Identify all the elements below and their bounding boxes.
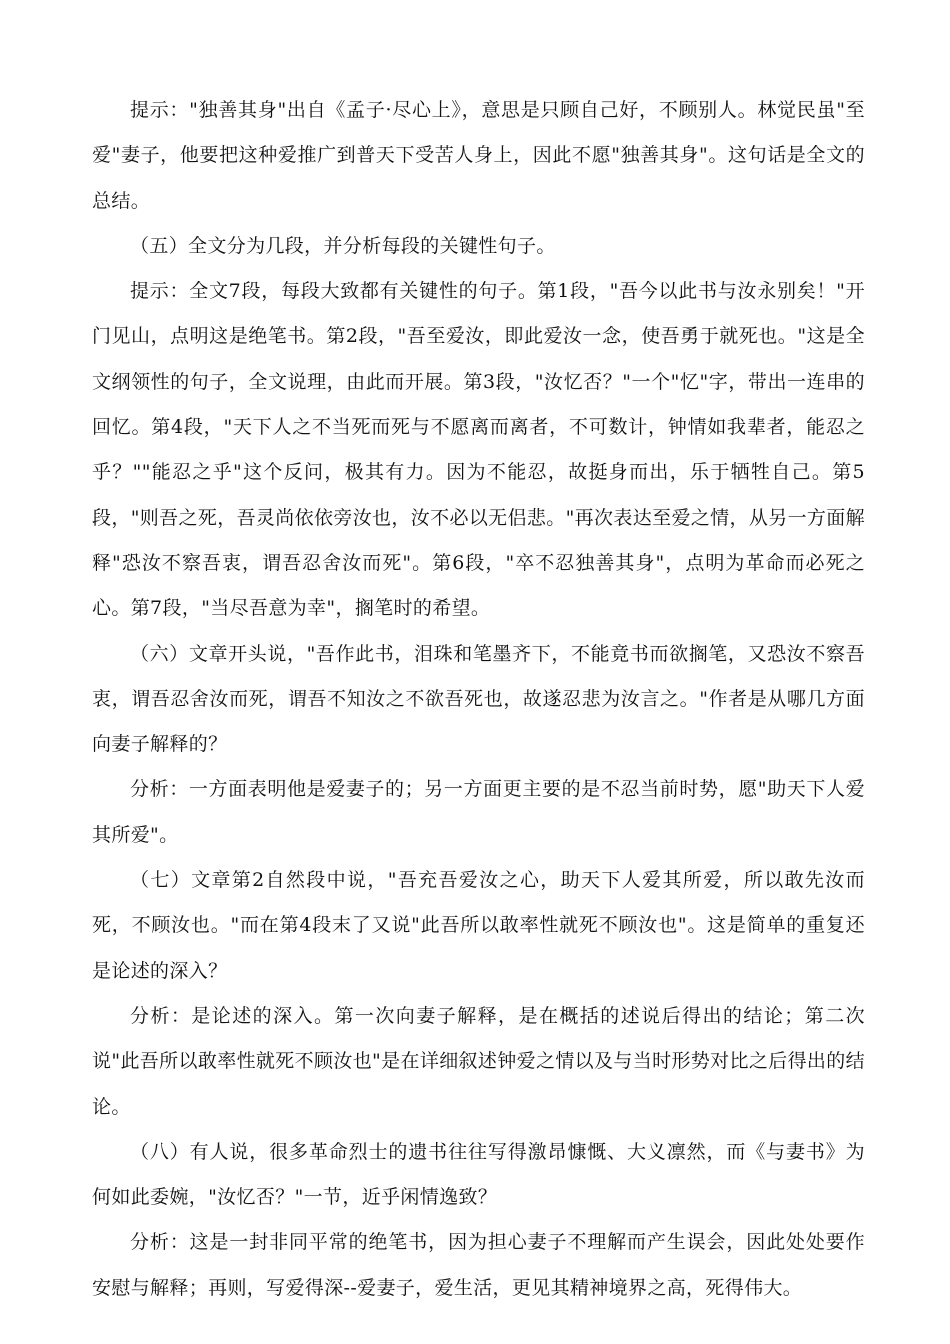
analysis-six: 分析：一方面表明他是爱妻子的；另一方面更主要的是不忍当前时势，愿"助天下人爱其所爱"。 [92, 778, 865, 846]
paragraph-tip-dushan: 提示："独善其身"出自《孟子·尽心上》，意思是只顾自己好，不顾别人。林觉民虽"至爱"妻子，他要把这种爱推广到普天下受苦人身上，因此不愿"独善其身"。这句话是全文的总结。 [92, 99, 865, 212]
document-page [92, 88, 865, 1311]
analysis-eight: 分析：这是一封非同平常的绝笔书，因为担心妻子不理解而产生误会，因此处处要作安慰与解释；再则，写爱得深--爱妻子，爱生活，更见其精神境界之高，死得伟大。 [92, 1231, 865, 1299]
paragraph-tip-sections: 提示：全文7段，每段大致都有关键性的句子。第1段，"吾今以此书与汝永别矣！"开门见山，点明这是绝笔书。第2段，"吾至爱汝，即此爱汝一念，使吾勇于就死也。"这是全文纲领性的句子，全文说理，由此而开展。第3段，"汝忆否？"一个"忆"字，带出一连串的回忆。第4段，"天下人之不当死而死与不愿离而离者，不可数计，钟情如我辈者，能忍之乎？""能忍之乎"这个反问，极其有力。因为不能忍，故挺身而出，乐于牺牲自己。第5段，"则吾之死，吾灵尚依依旁汝也，汝不必以无侣悲。"再次表达至爱之情，从另一方面解释"恐汝不察吾衷，谓吾忍舍汝而死"。第6段，"卒不忍独善其身"，点明为革命而必死之心。第7段，"当尽吾意为幸"，搁笔时的希望。 [92, 280, 865, 620]
question-eight: （八）有人说，很多革命烈士的遗书往往写得激昂慷慨、大义凛然，而《与妻书》为何如此委婉，"汝忆否？"一节，近乎闲情逸致？ [92, 1140, 865, 1209]
analysis-seven: 分析：是论述的深入。第一次向妻子解释，是在概括的述说后得出的结论；第二次说"此吾所以敢率性就死不顾汝也"是在详细叙述钟爱之情以及与当时形势对比之后得出的结论。 [92, 1004, 865, 1118]
question-seven: （七）文章第2自然段中说，"吾充吾爱汝之心，助天下人爱其所爱，所以敢先汝而死，不顾汝也。"而在第4段末了又说"此吾所以敢率性就死不顾汝也"。这是简单的重复还是论述的深入？ [92, 869, 865, 982]
question-five: （五）全文分为几段，并分析每段的关键性句子。 [130, 234, 556, 257]
question-six: （六）文章开头说，"吾作此书，泪珠和笔墨齐下，不能竟书而欲搁笔，又恐汝不察吾衷，谓吾忍舍汝而死，谓吾不知汝之不欲吾死也，故遂忍悲为汝言之。"作者是从哪几方面向妻子解释的？ [92, 642, 865, 756]
